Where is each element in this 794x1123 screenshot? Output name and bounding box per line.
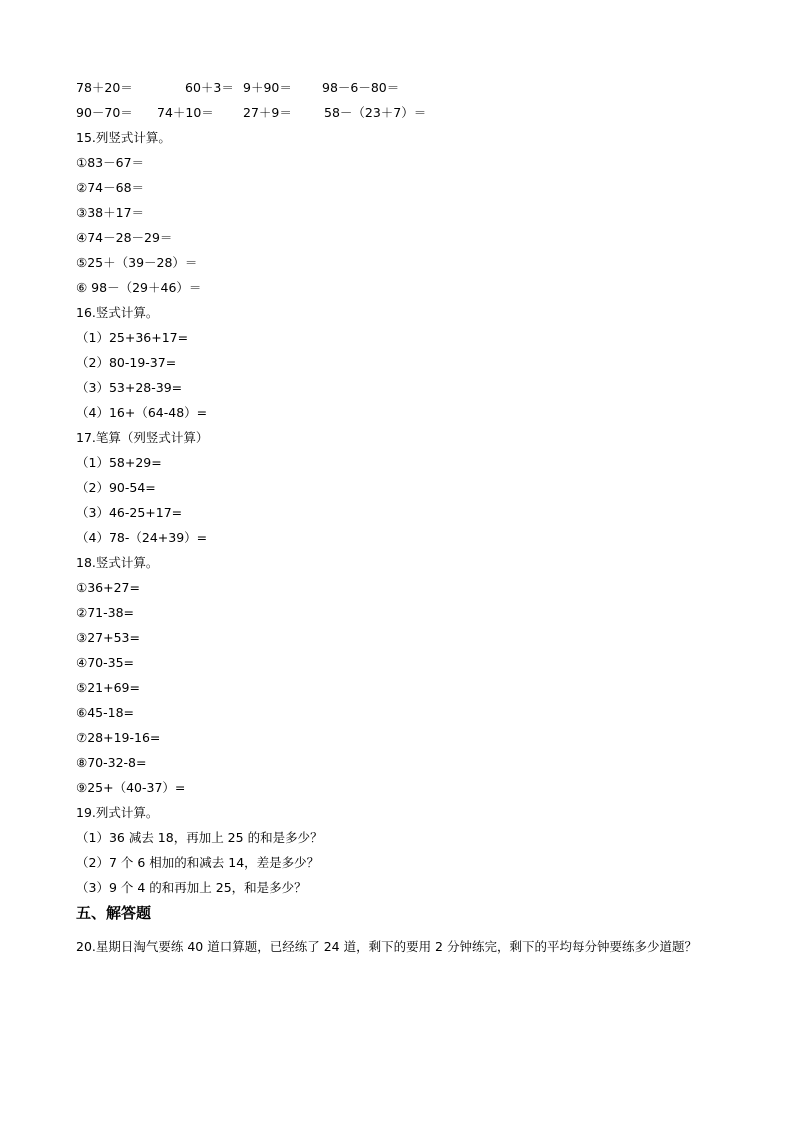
oral-calc-item: 74＋10＝ xyxy=(157,105,214,120)
q19-title: 19.列式计算。 xyxy=(76,805,159,820)
q17-item: （3）46-25+17= xyxy=(76,505,183,520)
oral-calc-item: 60＋3＝ xyxy=(185,80,234,95)
q16-item: （4）16+（64-48）= xyxy=(76,405,208,420)
oral-calc-item: 98－6－80＝ xyxy=(322,80,400,95)
q18-item: ⑦28+19-16= xyxy=(76,730,161,745)
oral-calc-row-1 xyxy=(76,80,716,96)
q18-item: ③27+53= xyxy=(76,630,140,645)
q16-item: （3）53+28-39= xyxy=(76,380,183,395)
q15-title: 15.列竖式计算。 xyxy=(76,130,171,145)
q17-item: （4）78-（24+39）= xyxy=(76,530,208,545)
oral-calc-item: 9＋90＝ xyxy=(243,80,292,95)
oral-calc-item: 58－（23＋7）＝ xyxy=(324,105,427,120)
q17-item: （1）58+29= xyxy=(76,455,162,470)
q18-item: ⑨25+（40-37）= xyxy=(76,780,186,795)
q19-item: （1）36 减去 18，再加上 25 的和是多少？ xyxy=(76,830,323,845)
q20-text: 20.星期日淘气要练 40 道口算题，已经练了 24 道，剩下的要用 2 分钟练完，剩下的平均每分钟要练多少道题？ xyxy=(76,939,697,954)
oral-calc-item: 78＋20＝ xyxy=(76,80,133,95)
section-heading: 五、解答题 xyxy=(76,904,152,922)
q19-item: （2）7 个 6 相加的和减去 14，差是多少？ xyxy=(76,855,320,870)
q16-title: 16.竖式计算。 xyxy=(76,305,159,320)
q15-item: ④74－28－29＝ xyxy=(76,230,173,245)
q16-item: （2）80-19-37= xyxy=(76,355,177,370)
q16-item: （1）25+36+17= xyxy=(76,330,189,345)
q15-item: ②74－68＝ xyxy=(76,180,145,195)
q18-item: ①36+27= xyxy=(76,580,140,595)
q15-item: ⑥ 98－（29＋46）＝ xyxy=(76,280,202,295)
q17-item: （2）90-54= xyxy=(76,480,156,495)
q18-item: ④70-35= xyxy=(76,655,135,670)
q15-item: ⑤25＋（39－28）＝ xyxy=(76,255,198,270)
q18-item: ②71-38= xyxy=(76,605,135,620)
q18-item: ⑧70-32-8= xyxy=(76,755,147,770)
q19-item: （3）9 个 4 的和再加上 25，和是多少？ xyxy=(76,880,307,895)
q15-item: ③38＋17＝ xyxy=(76,205,145,220)
q15-item: ①83－67＝ xyxy=(76,155,145,170)
q18-item: ⑤21+69= xyxy=(76,680,140,695)
oral-calc-row-2 xyxy=(76,105,716,121)
oral-calc-item: 90－70＝ xyxy=(76,105,133,120)
oral-calc-item: 27＋9＝ xyxy=(243,105,292,120)
q18-item: ⑥45-18= xyxy=(76,705,135,720)
q18-title: 18.竖式计算。 xyxy=(76,555,159,570)
q17-title: 17.笔算（列竖式计算） xyxy=(76,430,209,445)
